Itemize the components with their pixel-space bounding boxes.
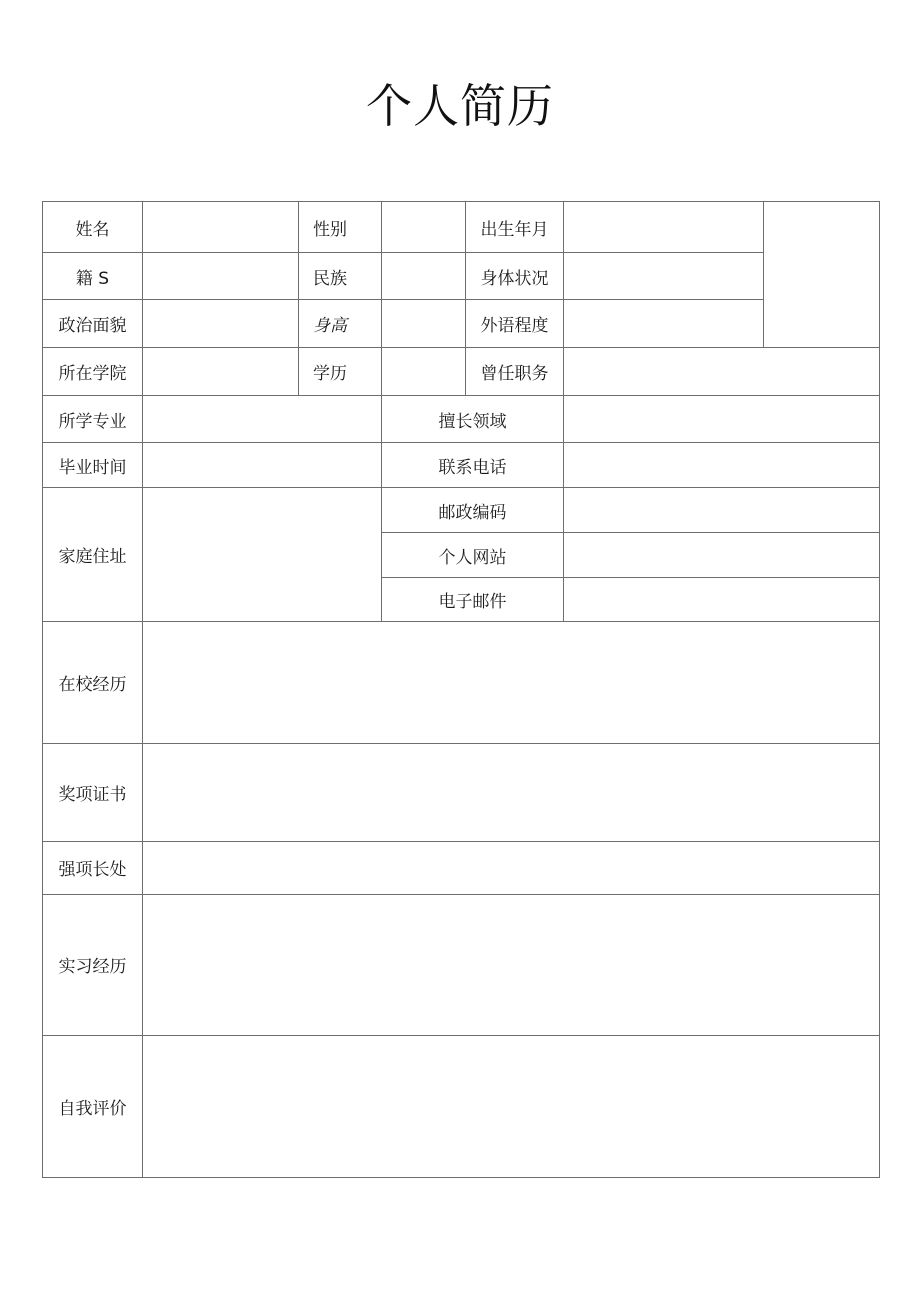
education-field[interactable]	[382, 348, 466, 396]
expertise-field[interactable]	[564, 396, 880, 443]
height-field[interactable]	[382, 300, 466, 348]
political-status-field[interactable]	[143, 300, 299, 348]
email-field[interactable]	[564, 578, 880, 622]
health-field[interactable]	[564, 253, 764, 300]
birth-field[interactable]	[564, 202, 764, 253]
label-self-evaluation: 自我评价	[43, 1035, 143, 1177]
label-major: 所学专业	[43, 396, 143, 443]
label-campus-experience: 在校经历	[43, 622, 143, 744]
label-native-place: 籍 S	[43, 253, 143, 300]
label-position: 曾任职务	[466, 348, 564, 396]
campus-experience-field[interactable]	[143, 622, 880, 744]
label-name: 姓名	[43, 202, 143, 253]
resume-form	[42, 201, 880, 1178]
gender-field[interactable]	[382, 202, 466, 253]
phone-field[interactable]	[564, 443, 880, 488]
label-political-status: 政治面貌	[43, 300, 143, 348]
strengths-field[interactable]	[143, 841, 880, 894]
ethnicity-field[interactable]	[382, 253, 466, 300]
label-language: 外语程度	[466, 300, 564, 348]
self-evaluation-field[interactable]	[143, 1035, 880, 1177]
label-college: 所在学院	[43, 348, 143, 396]
label-phone: 联系电话	[382, 443, 564, 488]
label-height: 身高	[299, 300, 382, 348]
name-field[interactable]	[143, 202, 299, 253]
photo-area[interactable]	[764, 202, 880, 348]
website-field[interactable]	[564, 533, 880, 578]
label-ethnicity: 民族	[299, 253, 382, 300]
label-health: 身体状况	[466, 253, 564, 300]
label-expertise: 擅长领域	[382, 396, 564, 443]
label-postcode: 邮政编码	[382, 488, 564, 533]
label-strengths: 强项长处	[43, 841, 143, 894]
label-gender: 性别	[299, 202, 382, 253]
position-field[interactable]	[564, 348, 880, 396]
postcode-field[interactable]	[564, 488, 880, 533]
college-field[interactable]	[143, 348, 299, 396]
label-website: 个人网站	[382, 533, 564, 578]
major-field[interactable]	[143, 396, 382, 443]
awards-field[interactable]	[143, 744, 880, 841]
internship-field[interactable]	[143, 894, 880, 1035]
graduation-field[interactable]	[143, 443, 382, 488]
label-email: 电子邮件	[382, 578, 564, 622]
label-address: 家庭住址	[43, 488, 143, 622]
label-education: 学历	[299, 348, 382, 396]
label-awards: 奖项证书	[43, 744, 143, 841]
native-place-field[interactable]	[143, 253, 299, 300]
label-birth: 出生年月	[466, 202, 564, 253]
page-title: 个人简历	[366, 79, 554, 133]
label-internship: 实习经历	[43, 894, 143, 1035]
label-graduation: 毕业时间	[43, 443, 143, 488]
address-field[interactable]	[143, 488, 382, 622]
language-field[interactable]	[564, 300, 764, 348]
